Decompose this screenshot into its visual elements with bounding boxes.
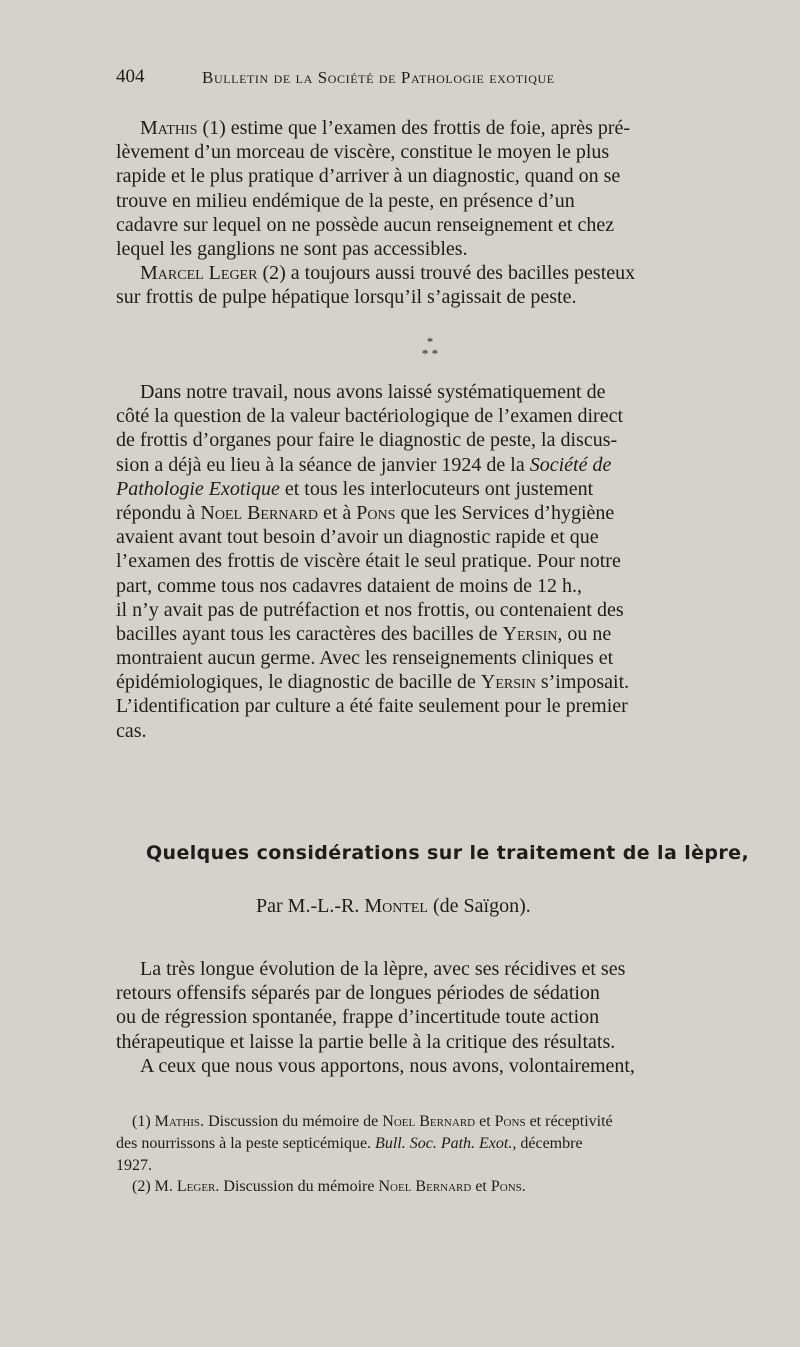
text-line: bacilles ayant tous les caractères des bacilles de Yersin, ou ne bbox=[116, 622, 612, 645]
author-name: Marcel Leger bbox=[140, 262, 258, 284]
text-line: de frottis d’organes pour faire le diagnostic de peste, la discus- bbox=[116, 429, 618, 452]
separator-bottom: * * bbox=[421, 346, 439, 361]
article-byline: Par M.-L.-R. Montel (de Saïgon). bbox=[256, 895, 531, 917]
paragraph-leger bbox=[116, 261, 758, 309]
text-line: côté la question de la valeur bactériologique de l’examen direct bbox=[116, 405, 624, 428]
author-name: Leger bbox=[176, 1178, 216, 1196]
text-line: retours offensifs séparés par de longues périodes de sédation bbox=[116, 982, 600, 1005]
text-line: ou de régression spontanée, frappe d’incertitude toute action bbox=[116, 1006, 600, 1029]
author-name: Noel Bernard bbox=[200, 501, 318, 524]
text-line: rapide et le plus pratique d’arriver à un diagnostic, quand on se bbox=[116, 165, 621, 188]
author-name: Pons bbox=[490, 1178, 522, 1196]
journal-name: Société de bbox=[529, 453, 612, 476]
footnotes bbox=[116, 1111, 758, 1198]
text-line: répondu à Noel Bernard et à Pons que les Services d’hygiène bbox=[116, 501, 615, 524]
footnote-1-line: 1927. bbox=[116, 1156, 152, 1174]
text-line: Dans notre travail, nous avons laissé systématiquement de bbox=[140, 381, 606, 403]
text-line: cadavre sur lequel on ne possède aucun renseignement et chez bbox=[116, 213, 615, 236]
author-name: Pons bbox=[356, 501, 396, 524]
section-separator bbox=[410, 336, 450, 360]
text-line: Mathis (1) estime que l’examen des frottis de foie, après pré- bbox=[140, 117, 631, 139]
author-name: Yersin bbox=[480, 671, 536, 694]
paragraph-lepre bbox=[116, 957, 758, 1078]
text-line: A ceux que nous vous apportons, nous avons, volontairement, bbox=[140, 1054, 635, 1077]
text-line: Pathologie Exotique et tous les interlocuteurs ont justement bbox=[116, 477, 594, 500]
text-line: lèvement d’un morceau de viscère, constitue le moyen le plus bbox=[116, 141, 610, 164]
footnote-1: (1) Mathis. Discussion du mémoire de Noel Bernard et Pons et réceptivité bbox=[132, 1113, 613, 1130]
text-line: il n’y avait pas de putréfaction et nos frottis, ou contenaient des bbox=[116, 598, 624, 621]
paragraph-travail bbox=[116, 380, 758, 743]
text-line: sur frottis de pulpe hépatique lorsqu’il s’agissait de peste. bbox=[116, 286, 577, 309]
author-name: Noel Bernard bbox=[382, 1113, 476, 1130]
journal-name: Pathologie Exotique bbox=[116, 477, 280, 500]
text-line: épidémiologiques, le diagnostic de bacille de Yersin s’imposait. bbox=[116, 671, 630, 694]
text-line: avaient avant tout besoin d’avoir un diagnostic rapide et que bbox=[116, 526, 599, 549]
text-line: Marcel Leger (2) a toujours aussi trouvé des bacilles pesteux bbox=[140, 262, 636, 284]
text-line: cas. bbox=[116, 719, 147, 742]
author-name: Mathis bbox=[154, 1113, 201, 1130]
page-number: 404 bbox=[116, 66, 145, 87]
text-line: L’identification par culture a été faite seulement pour le premier bbox=[116, 695, 628, 718]
text-line: La très longue évolution de la lèpre, avec ses récidives et ses bbox=[140, 958, 626, 980]
text-line: l’examen des frottis de viscère était le seul pratique. Pour notre bbox=[116, 550, 621, 573]
author-name: Montel bbox=[364, 895, 428, 917]
author-name: Noel Bernard bbox=[378, 1178, 472, 1196]
running-title: Bulletin de la Société de Pathologie exotique bbox=[202, 68, 555, 87]
separator-top: * bbox=[426, 334, 434, 349]
footnote-2: (2) M. Leger. Discussion du mémoire Noel Bernard et Pons. bbox=[132, 1178, 526, 1196]
text-line: trouve en milieu endémique de la peste, en présence d’un bbox=[116, 189, 575, 212]
author-name: Mathis bbox=[140, 117, 198, 139]
text-line: montraient aucun germe. Avec les renseignements cliniques et bbox=[116, 647, 614, 670]
text-line: sion a déjà eu lieu à la séance de janvier 1924 de la Société de bbox=[116, 453, 612, 476]
text-line: lequel les ganglions ne sont pas accessibles. bbox=[116, 237, 468, 260]
text-line: thérapeutique et laisse la partie belle à la critique des résultats. bbox=[116, 1030, 616, 1053]
article-title: Quelques considérations sur le traitement de la lèpre, bbox=[146, 842, 750, 864]
text-line: part, comme tous nos cadavres dataient de moins de 12 h., bbox=[116, 574, 582, 597]
citation: Bull. Soc. Path. Exot., bbox=[375, 1134, 517, 1152]
page-header bbox=[116, 66, 758, 96]
footnote-1-line: des nourrissons à la peste septicémique. Bull. Soc. Path. Exot., décembre bbox=[116, 1134, 583, 1152]
paragraph-mathis bbox=[116, 116, 758, 261]
author-name: Pons bbox=[494, 1113, 526, 1130]
author-name: Yersin bbox=[502, 622, 558, 645]
